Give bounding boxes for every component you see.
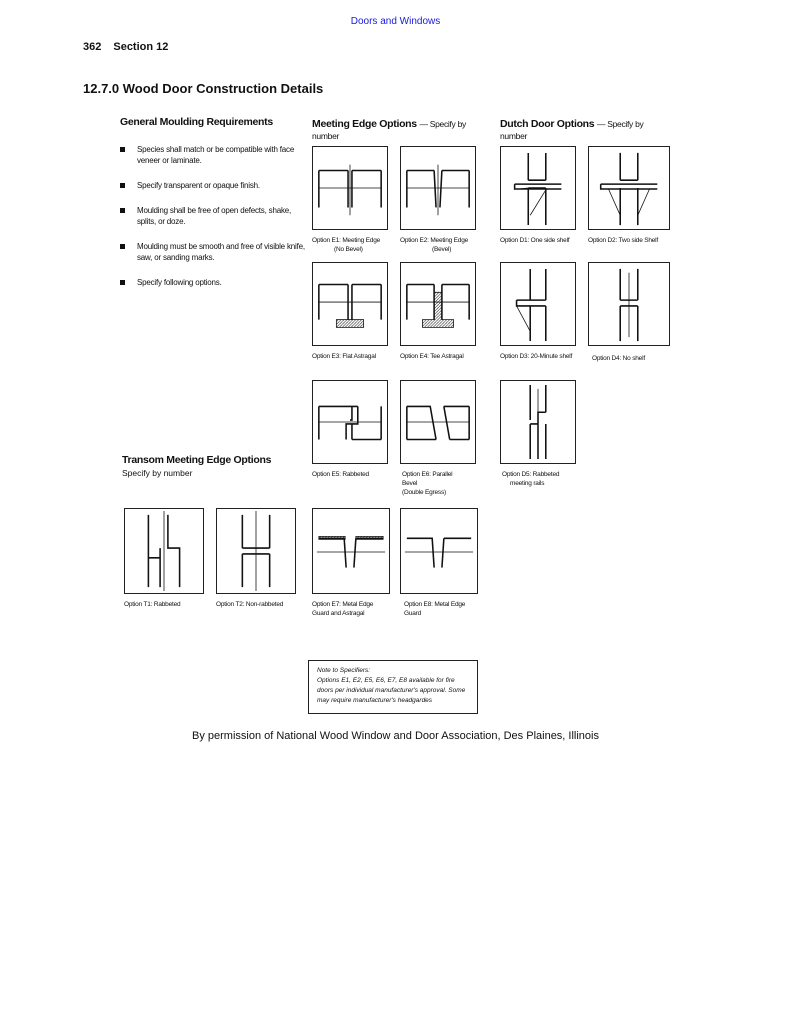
header-link[interactable]: Doors and Windows	[350, 16, 441, 27]
caption-d2: Option D2: Two side Shelf	[588, 237, 659, 244]
caption-e4: Option E4: Tee Astragal	[400, 353, 464, 360]
caption-e8-line2: Guard	[404, 610, 422, 617]
transom-subheading: Specify by number	[122, 468, 193, 478]
caption-e6-line3: (Double Egress)	[402, 489, 446, 496]
diagram-t1	[124, 508, 204, 594]
diagram-e2	[400, 146, 476, 230]
meeting-heading	[312, 118, 492, 142]
meeting-heading-sub: — Specify by	[419, 119, 466, 129]
transom-heading: Transom Meeting Edge Options	[122, 454, 272, 466]
specifier-note	[308, 660, 478, 714]
dutch-heading-sub2: number	[500, 131, 528, 141]
diagram-d1	[500, 146, 576, 230]
moulding-bullet-list	[120, 144, 310, 302]
list-item: Species shall match or be compatible with face veneer or laminate.	[120, 144, 310, 166]
page-number: 362	[83, 41, 102, 53]
diagram-e3	[312, 262, 388, 346]
caption-e7-line2: Guard and Astragal	[312, 610, 365, 617]
caption-d5-line2: meeting rails	[510, 480, 545, 487]
caption-d1: Option D1: One side shelf	[500, 237, 570, 244]
meeting-heading-title: Meeting Edge Options	[312, 118, 417, 130]
permission-credit: By permission of National Wood Window and Door Association, Des Plaines, Illinois	[192, 730, 599, 742]
section-label: Section 12	[113, 41, 169, 53]
diagram-d2	[588, 146, 670, 230]
meeting-heading-sub2: number	[312, 131, 340, 141]
caption-e7-line1: Option E7: Metal Edge	[312, 601, 374, 608]
caption-t1: Option T1: Rabbeted	[124, 601, 181, 608]
diagram-e7	[312, 508, 390, 594]
caption-e2-line2: (Bevel)	[432, 246, 452, 253]
caption-e2-line1: Option E2: Meeting Edge	[400, 237, 469, 244]
caption-d4: Option D4: No shelf	[592, 355, 645, 362]
caption-e1-line1: Option E1: Meeting Edge	[312, 237, 381, 244]
diagram-d3	[500, 262, 576, 346]
caption-e1	[312, 236, 398, 254]
diagram-e4	[400, 262, 476, 346]
note-line-4: may require manufacturer's headgardes	[317, 697, 433, 704]
caption-e5: Option E5: Rabbeted	[312, 471, 369, 478]
caption-t2: Option T2: Non-rabbeted	[216, 601, 284, 608]
diagram-e5	[312, 380, 388, 464]
caption-e8-line1: Option E8: Metal Edge	[404, 601, 466, 608]
diagram-t2	[216, 508, 296, 594]
diagram-d4	[588, 262, 670, 346]
caption-d5-line1: Option D5: Rabbeted	[502, 471, 560, 478]
caption-d5	[502, 470, 592, 488]
page-header	[83, 41, 168, 53]
note-line-1: Note to Specifiers:	[317, 667, 371, 674]
caption-e7	[312, 600, 402, 618]
list-item: Specify following options.	[120, 277, 310, 288]
diagram-d5	[500, 380, 576, 464]
diagram-e1	[312, 146, 388, 230]
section-title: 12.7.0 Wood Door Construction Details	[83, 81, 324, 96]
caption-e6-line1: Option E6: Parallel	[402, 471, 453, 478]
diagram-e8	[400, 508, 478, 594]
caption-e6	[402, 470, 492, 497]
moulding-heading: General Moulding Requirements	[120, 116, 273, 128]
note-line-2: Options E1, E2, E5, E6, E7, E8 available for fire	[317, 677, 455, 684]
caption-e2	[400, 236, 490, 254]
construction-figure	[110, 110, 710, 720]
caption-e6-line2: Bevel	[402, 480, 418, 487]
diagram-e6	[400, 380, 476, 464]
list-item: Moulding shall be free of open defects, shake, splits, or doze.	[120, 205, 310, 227]
note-line-3: doors per individual manufacturer's approval. Some	[317, 687, 466, 694]
caption-e8	[404, 600, 494, 618]
dutch-heading-sub: — Specify by	[596, 119, 644, 129]
caption-e3: Option E3: Flat Astragal	[312, 353, 376, 360]
dutch-heading	[500, 118, 680, 142]
caption-e1-line2: (No Bevel)	[334, 246, 363, 253]
caption-d3: Option D3: 20-Minute shelf	[500, 353, 573, 360]
list-item: Specify transparent or opaque finish.	[120, 180, 310, 191]
list-item: Moulding must be smooth and free of visible knife, saw, or sanding marks.	[120, 241, 310, 263]
dutch-heading-title: Dutch Door Options	[500, 118, 595, 130]
